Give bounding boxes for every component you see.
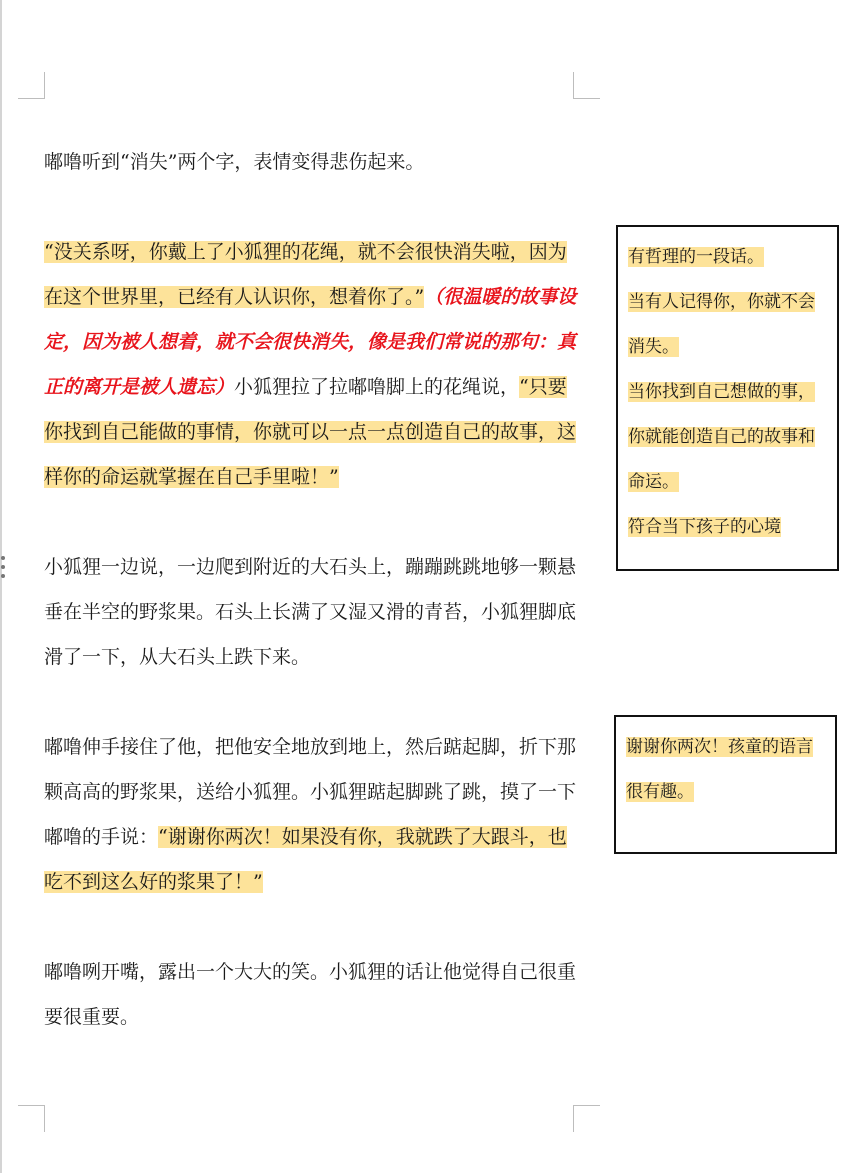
comment-box-2[interactable] bbox=[614, 715, 837, 854]
highlighted-quote[interactable]: “只要你找到自己能做的事情，你就可以一点一点创造自己的故事，这样你的命运就掌握在自己手里啦！” bbox=[44, 376, 577, 488]
comment-line: 有哲理的一段话。 bbox=[628, 247, 764, 267]
paragraph-text: 小狐狸一边说，一边爬到附近的大石头上，蹦蹦跳跳地够一颗悬垂在半空的野浆果。石头上长满了又湿又滑的青苔，小狐狸脚底滑了一下，从大石头上跌下来。 bbox=[44, 556, 577, 668]
paragraph-5 bbox=[44, 950, 584, 1040]
paragraph-4 bbox=[44, 725, 584, 905]
red-annotation: （很温暖的故事设定，因为被人想着，就不会很快消失，像是我们常说的那句：真正的离开是被人遗忘） bbox=[44, 286, 577, 398]
crop-mark-top-right bbox=[573, 72, 600, 99]
paragraph-3 bbox=[44, 545, 584, 680]
paragraph-text: 嘟噜听到“消失”两个字，表情变得悲伤起来。 bbox=[44, 151, 425, 173]
paragraph-1 bbox=[44, 140, 584, 185]
drag-handle-icon[interactable] bbox=[1, 556, 5, 578]
comment-box-1[interactable] bbox=[616, 225, 839, 571]
crop-mark-top-left bbox=[18, 72, 45, 99]
comment-line: 符合当下孩子的心境 bbox=[628, 517, 781, 537]
paragraph-text: 嘟噜咧开嘴，露出一个大大的笑。小狐狸的话让他觉得自己很重要很重要。 bbox=[44, 961, 577, 1028]
comment-line: 当你找到自己想做的事，你就能创造自己的故事和命运。 bbox=[628, 382, 815, 492]
comment-line: 当有人记得你，你就不会消失。 bbox=[628, 292, 815, 357]
paragraph-text: 小狐狸拉了拉嘟噜脚上的花绳说， bbox=[234, 376, 520, 398]
crop-mark-bottom-left bbox=[18, 1105, 45, 1132]
highlighted-quote[interactable]: “谢谢你两次！如果没有你，我就跌了大跟斗，也吃不到这么好的浆果了！” bbox=[44, 826, 567, 893]
paragraph-2 bbox=[44, 230, 584, 500]
comment-line: 谢谢你两次！孩童的语言很有趣。 bbox=[626, 737, 813, 802]
highlighted-quote[interactable]: “没关系呀，你戴上了小狐狸的花绳，就不会很快消失啦，因为在这个世界里，已经有人认识你，想着你了。” bbox=[44, 241, 567, 308]
left-edge-rule bbox=[0, 0, 2, 1173]
crop-mark-bottom-right bbox=[573, 1105, 600, 1132]
paragraph-text: 嘟噜伸手接住了他，把他安全地放到地上，然后踮起脚，折下那颗高高的野浆果，送给小狐狸。小狐狸踮起脚跳了跳，摸了一下嘟噜的手说： bbox=[44, 736, 577, 848]
document-body[interactable] bbox=[44, 140, 584, 1040]
